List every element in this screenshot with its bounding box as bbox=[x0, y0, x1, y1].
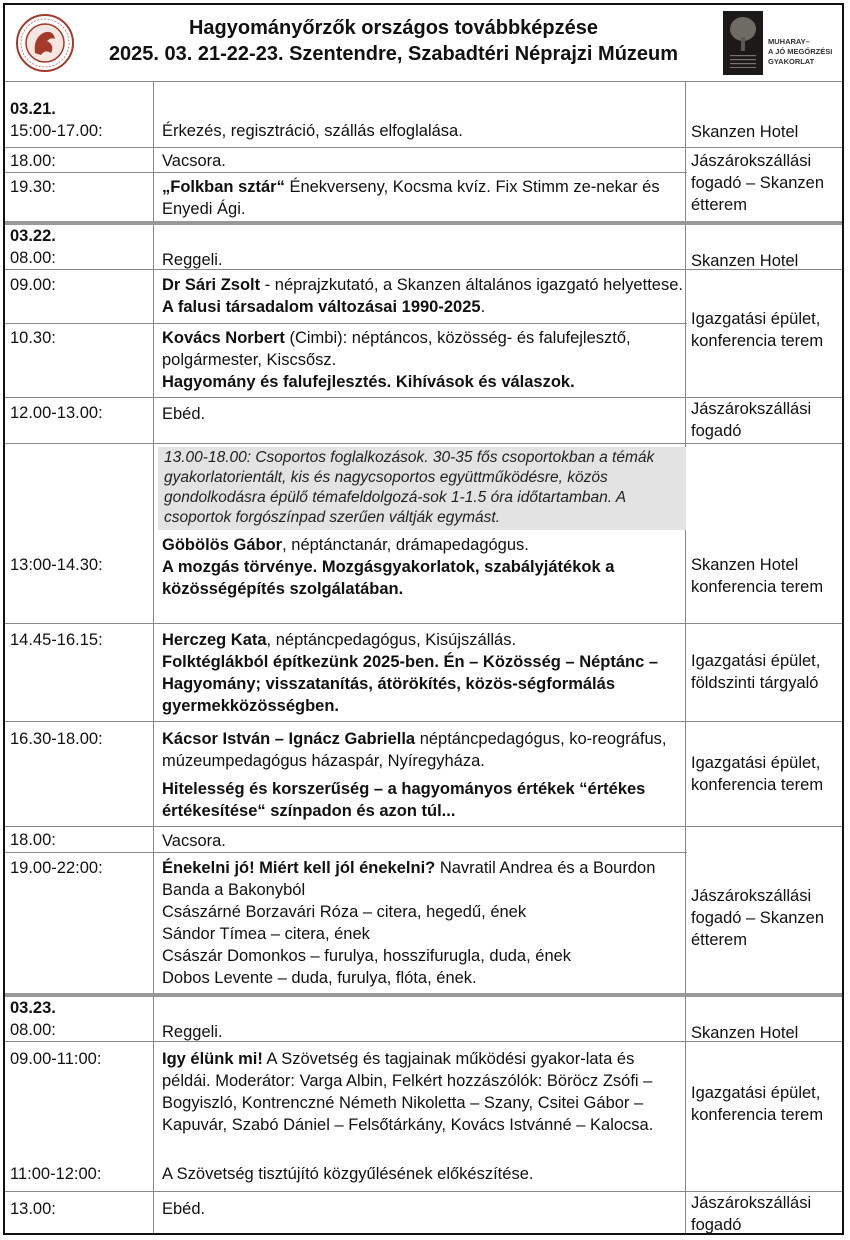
row-time: 13.00: bbox=[10, 1200, 56, 1218]
header bbox=[5, 5, 842, 82]
schedule-row bbox=[5, 623, 842, 721]
title-line-2: 2025. 03. 21-22-23. Szentendre, Szabadtéri Néprajzi Múzeum bbox=[108, 43, 679, 65]
row-description: Göbölös Gábor, néptánctanár, drámapedagógus. A mozgás törvénye. Mozgásgyakorlatok, szabályjátékok a közösségépítés szolgálatában. bbox=[162, 536, 615, 598]
row-time: 09.00: bbox=[10, 276, 56, 294]
row-description: Reggeli. bbox=[162, 1023, 223, 1041]
row-description: „Folkban sztár“ Énekverseny, Kocsma kvíz. Fix Stimm ze-nekar és Enyedi Ági. bbox=[162, 178, 660, 218]
schedule-row bbox=[5, 81, 842, 147]
page-title bbox=[85, 15, 702, 67]
row-time: 12.00-13.00: bbox=[10, 404, 103, 422]
row-time: 15:00-17.00: bbox=[10, 122, 103, 140]
row-location: Jászárokszállási fogadó bbox=[691, 1194, 812, 1234]
row-time: 14.45-16.15: bbox=[10, 631, 103, 649]
schedule-row bbox=[5, 721, 842, 826]
row-time: 09.00-11:00: bbox=[10, 1050, 102, 1068]
row-description: Reggeli. bbox=[162, 251, 223, 269]
row-location: Igazgatási épület, konferencia terem bbox=[691, 1084, 824, 1124]
day-date: 03.22. bbox=[10, 227, 56, 245]
schedule-row bbox=[5, 1041, 842, 1191]
program-page bbox=[3, 3, 844, 1235]
row-time: 18.00: bbox=[10, 152, 56, 170]
row-description: Ebéd. bbox=[162, 405, 206, 423]
row-location: Jászárokszállási fogadó – Skanzen étterem bbox=[687, 148, 842, 221]
row-location: Igazgatási épület, földszinti tárgyaló bbox=[691, 652, 821, 692]
row-time: 19.00-22:00: bbox=[10, 859, 103, 877]
performer-line: Császár Domonkos – furulya, hosszifurugla, duda, ének bbox=[162, 947, 572, 965]
row-time: 16.30-18.00: bbox=[10, 730, 103, 748]
row-time-secondary: 11:00-12:00: bbox=[10, 1165, 102, 1183]
row-description: Énekelni jó! Miért kell jól énekelni? Navratil Andrea és a Bourdon Banda a Bakonyból Császárné Borzavári Róza – citera, hegedű, ének Sándor Tímea – citera, ének Császár Domonkos – furulya, hosszifurugla, duda, ének Dobos Levente – duda, furulya, flóta, ének. bbox=[162, 857, 686, 989]
row-description: Kovács Norbert (Cimbi): néptáncos, közösség- és falufejlesztő, polgármester, Kiscsősz. Hagyomány és falufejlesztés. Kihívások és válaszok. bbox=[162, 329, 631, 391]
row-time: 10.30: bbox=[10, 329, 56, 347]
row-location: Skanzen Hotel bbox=[691, 123, 799, 141]
group-sessions-note: 13.00-18.00: Csoportos foglalkozások. 30-35 fős csoportokban a témák gyakorlatorientált, kis és nagycsoportos együttműködésre, közös gondolkodásra épülő témafeldolgozá-sok 1-1.5 óra időtartamban. A csoportok forgószínpad szerűen váltják egymást. bbox=[158, 447, 686, 530]
row-location: Igazgatási épület, konferencia terem bbox=[691, 754, 824, 794]
row-time: 08.00: bbox=[10, 249, 56, 267]
row-location: Skanzen Hotel bbox=[691, 1024, 799, 1042]
day-date: 03.21. bbox=[10, 100, 56, 118]
tree-icon bbox=[723, 11, 763, 75]
schedule-row bbox=[5, 221, 842, 270]
row-time: 13:00-14.30: bbox=[10, 556, 103, 574]
heritage-logo-caption: MUHARAY– A JÓ MEGŐRZÉSI GYAKORLAT bbox=[768, 37, 833, 66]
schedule-row bbox=[5, 993, 842, 1041]
association-seal-logo bbox=[15, 13, 75, 73]
row-description: Kácsor István – Ignácz Gabriella néptáncpedagógus, ko-reográfus, múzeumpedagógus házaspár, Nyíregyháza. Hitelesség és korszerűség – a hagyományos értékek “értékes értékesítése“ színpadon és azon túl... bbox=[162, 730, 667, 820]
title-line-1: Hagyományőrzők országos továbbképzése bbox=[188, 17, 598, 39]
row-description: Vacsora. bbox=[162, 152, 226, 170]
row-description-secondary: A Szövetség tisztújító közgyűlésének előkészítése. bbox=[162, 1165, 534, 1183]
performer-line: Dobos Levente – duda, furulya, flóta, ének. bbox=[162, 969, 477, 987]
row-time: 08.00: bbox=[10, 1021, 56, 1039]
row-description: Vacsora. bbox=[162, 832, 226, 850]
schedule-row bbox=[5, 443, 842, 623]
performer-line: Császárné Borzavári Róza – citera, hegedű, ének bbox=[162, 903, 527, 921]
row-time: 19.30: bbox=[10, 178, 56, 196]
row-description: Ebéd. bbox=[162, 1200, 206, 1218]
row-location: Jászárokszállási fogadó bbox=[691, 400, 812, 440]
row-location: Skanzen Hotel bbox=[691, 252, 799, 270]
row-description: Érkezés, regisztráció, szállás elfoglalása. bbox=[162, 122, 463, 140]
performer-line: Sándor Tímea – citera, ének bbox=[162, 925, 370, 943]
row-description: Igy élünk mi! A Szövetség és tagjainak működési gyakor-lata és példái. Moderátor: Varga Albin, Felkért hozzászólók: Böröcz Zsófi – Bogyiszló, Kontrenczné Németh Nikoletta – Szany, Csitei Gábor – Kapuvár, Szabó Dániel – Felsőtárkány, Kovács Istvánné – Kalocsa. bbox=[162, 1050, 654, 1134]
row-location: Igazgatási épület, konferencia terem bbox=[687, 270, 842, 396]
schedule-row bbox=[5, 1191, 842, 1235]
row-description: Dr Sári Zsolt - néprajzkutató, a Skanzen általános igazgató helyettese. A falusi társadalom változásai 1990-2025. bbox=[162, 276, 683, 316]
row-location: Jászárokszállási fogadó – Skanzen étterem bbox=[687, 827, 842, 993]
row-description: Herczeg Kata, néptáncpedagógus, Kisújszállás. Folktéglákból építkezünk 2025-ben. Én – Közösség – Néptánc – Hagyomány; visszatanítás, átörökítés, közös-ségformálás gyermekközösségben. bbox=[162, 631, 659, 715]
row-location: Skanzen Hotel konferencia terem bbox=[691, 556, 824, 596]
row-time: 18.00: bbox=[10, 831, 56, 849]
day-date: 03.23. bbox=[10, 999, 56, 1017]
schedule-row bbox=[5, 397, 842, 443]
heritage-tree-logo bbox=[723, 11, 763, 75]
